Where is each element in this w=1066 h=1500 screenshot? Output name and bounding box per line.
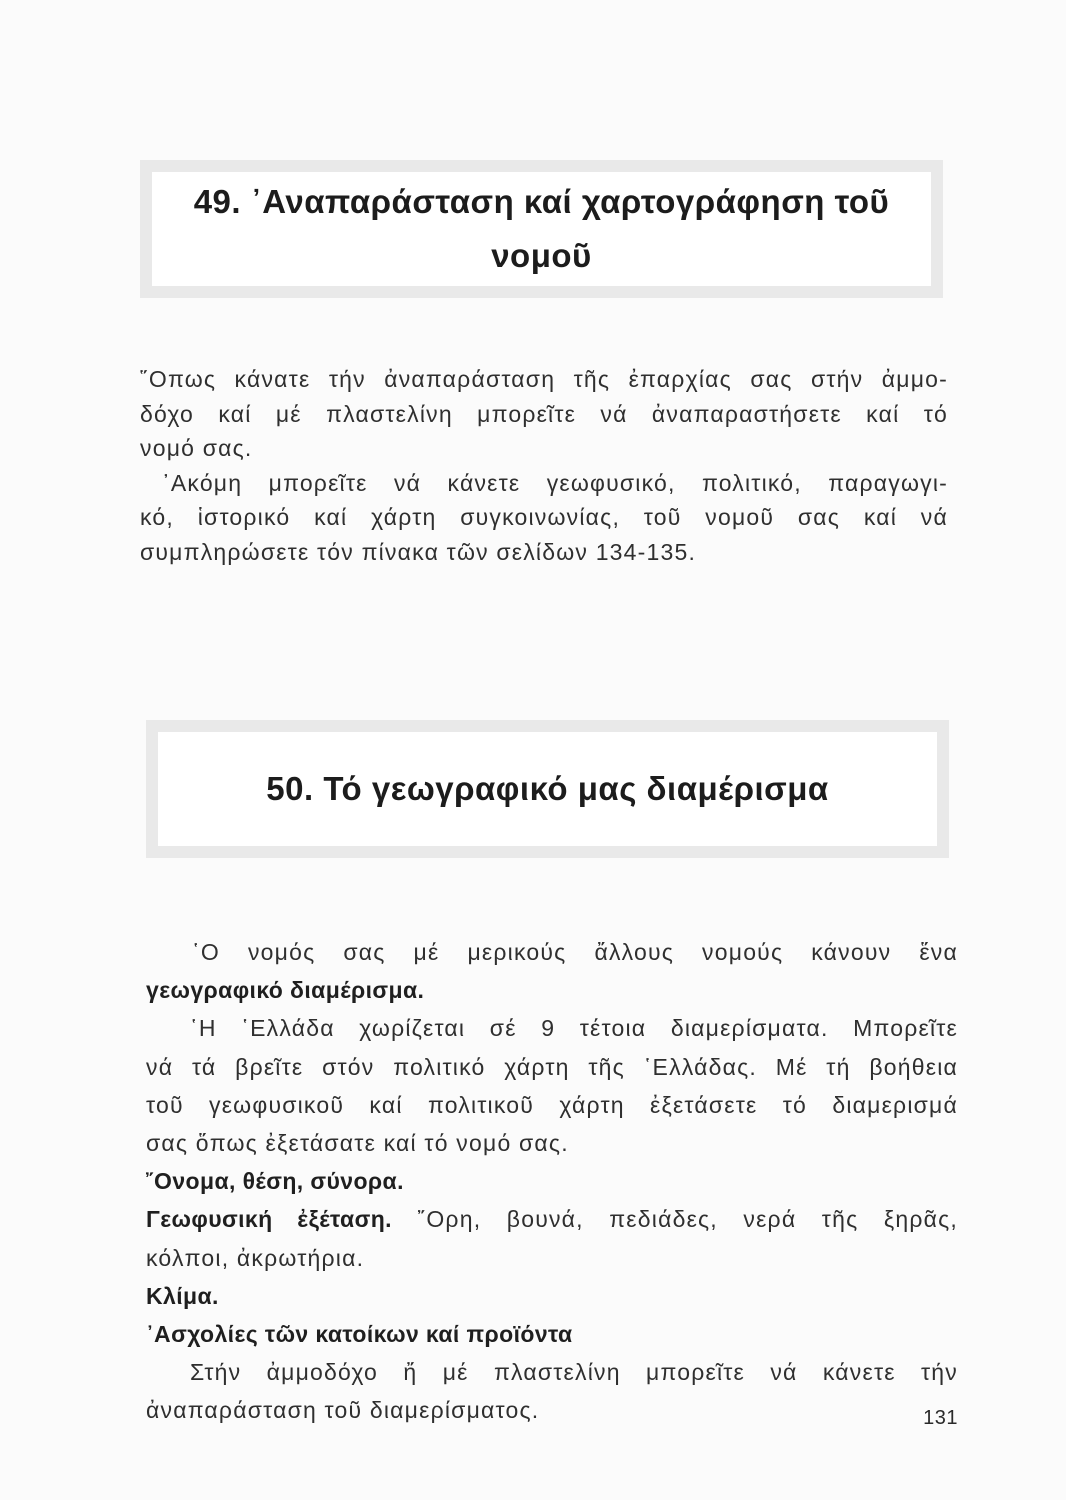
geophysical-heading: Γεωφυσική ἐξέταση. — [146, 1206, 392, 1233]
section-49-line: δόχο καί μέ πλαστελίνη μπορεῖτε νά ἀναπαραστήσετε καί τό — [140, 400, 948, 427]
section-49-line: συμπληρώσετε τόν πίνακα τῶν σελίδων 134-135. — [140, 538, 697, 565]
section-49-body — [140, 362, 948, 569]
page-number: 131 — [923, 1407, 958, 1429]
section-50-line: σας ὅπως ἐξετάσατε καί τό νομό σας. — [146, 1130, 569, 1157]
section-49-line: νομό σας. — [140, 435, 253, 461]
section-49-line: ᾽Ακόμη μπορεῖτε νά κάνετε γεωφυσικό, πολιτικό, παραγωγι- — [162, 469, 948, 496]
heading-occupations: ᾽Ασχολίες τῶν κατοίκων καί προϊόντα — [146, 1321, 573, 1348]
section-49-title-line1: 49. ᾽Αναπαράσταση καί χαρτογράφηση τοῦ — [193, 183, 890, 220]
heading-climate: Κλίμα. — [146, 1282, 219, 1309]
geophysical-text: ῎Ορη, βουνά, πεδιάδες, νερά τῆς ξηρᾶς, — [417, 1206, 958, 1233]
section-49-line: κό, ἱστορικό καί χάρτη συγκοινωνίας, τοῦ νομοῦ σας καί νά — [140, 504, 948, 530]
section-50-intro-line: ῾Ο νομός σας μέ μερικούς ἄλλους νομούς κάνουν ἕνα — [192, 939, 958, 965]
section-50-title-box — [146, 720, 949, 858]
closing-line: Στήν ἀμμοδόχο ἤ μέ πλαστελίνη μπορεῖτε νά κάνετε τήν — [190, 1359, 958, 1386]
section-50-title: 50. Τό γεωγραφικό μας διαμέρισμα — [266, 770, 829, 807]
heading-name-position-borders: ῎Ονομα, θέση, σύνορα. — [146, 1168, 404, 1195]
section-50-title-inner — [158, 732, 937, 846]
geophysical-line — [146, 1200, 958, 1238]
geophysical-text-continued: κόλποι, ἀκρωτήρια. — [146, 1244, 365, 1271]
section-50-line: νά τά βρεῖτε στόν πολιτικό χάρτη τῆς ῾Ελλάδας. Μέ τή βοήθεια — [146, 1053, 958, 1080]
section-49-title-box — [140, 160, 943, 298]
section-50-line: τοῦ γεωφυσικοῦ καί πολιτικοῦ χάρτη ἐξετάσετε τό διαμερισμά — [146, 1091, 958, 1118]
section-49-line: ῞Οπως κάνατε τήν ἀναπαράσταση τῆς ἐπαρχίας σας στήν ἀμμο- — [140, 366, 948, 392]
section-50-line: ῾Η ῾Ελλάδα χωρίζεται σέ 9 τέτοια διαμερίσματα. Μπορεῖτε — [190, 1015, 958, 1042]
closing-line: ἀναπαράσταση τοῦ διαμερίσματος. — [146, 1397, 540, 1424]
section-50-body — [146, 933, 958, 1430]
section-49-title-line2: νομοῦ — [491, 237, 592, 274]
section-50-intro-bold: γεωγραφικό διαμέρισμα. — [146, 977, 425, 1004]
section-49-title-inner — [152, 172, 931, 286]
